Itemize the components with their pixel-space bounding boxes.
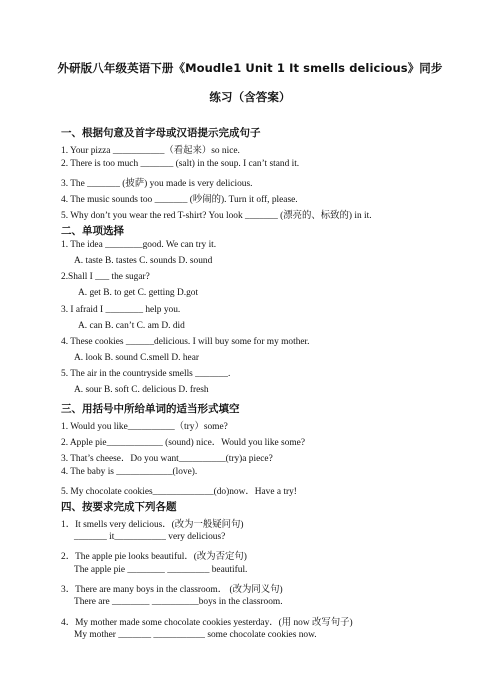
section3-item-4: 4. The baby is ____________(love). [61,467,198,477]
section2-q3-options: A. can B. can’t C. am D. did [78,321,185,331]
section1-item-3: 3. The _______ (披萨) you made is very delicious. [61,179,253,189]
section1-item-4: 4. The music sounds too _______ (吵闹的). Turn it off, please. [61,195,298,205]
section4-q1: 1．It smells very delicious．(改为一般疑问句) [61,520,244,530]
section4-q3: 3．There are many boys in the classroom． (改为同义句) [61,585,283,595]
section3-item-2: 2. Apple pie____________ (sound) nice．Would you like some? [61,438,305,448]
section1-item-1: 1. Your pizza ___________（看起来）so nice. [61,146,240,156]
section2-heading: 二、单项选择 [61,225,124,237]
section2-q3: 3. I afraid I ________ help you. [61,305,181,315]
section3-heading: 三、用括号中所给单词的适当形式填空 [61,403,240,415]
section1-item-5: 5. Why don’t you wear the red T-shirt? You look _______ (漂亮的、标致的) in it. [61,211,372,221]
section1-item-2: 2. There is too much _______ (salt) in the soup. I can’t stand it. [61,159,300,169]
section2-q4-options: A. look B. sound C.smell D. hear [74,353,199,363]
section2-q5: 5. The air in the countryside smells _______. [61,369,231,379]
section3-item-1: 1. Would you like__________（try）some? [61,422,228,432]
section2-q1-options: A. taste B. tastes C. sounds D. sound [74,256,213,266]
section2-q4: 4. These cookies ______delicious. I will buy some for my mother. [61,337,310,347]
section2-q5-options: A. sour B. soft C. delicious D. fresh [74,385,209,395]
section1-heading: 一、根据句意及首字母或汉语提示完成句子 [61,127,261,139]
section4-heading: 四、按要求完成下列各题 [61,501,177,513]
section3-item-5: 5. My chocolate cookies_____________(do)now．Have a try! [61,487,297,497]
section4-q4: 4．My mother made some chocolate cookies yesterday．(用 now 改写句子) [61,618,353,628]
section4-q4-answer-line: My mother _______ ___________ some chocolate cookies now. [74,630,317,640]
section2-q2: 2.Shall I ___ the sugar? [61,272,150,282]
section2-q1: 1. The idea ________good. We can try it. [61,240,217,250]
document-title-line2: 练习（含答案） [209,90,291,104]
section4-q2: 2．The apple pie looks beautiful．(改为否定句) [61,552,247,562]
section4-q3-answer-line: There are ________ __________boys in the classroom. [74,597,283,607]
section2-q2-options: A. get B. to get C. getting D.got [78,288,199,298]
document-title-line1: 外研版八年级英语下册《Moudle1 Unit 1 It smells delicious》同步 [57,61,443,75]
section3-item-3: 3. That’s cheese．Do you want__________(try)a piece? [61,454,273,464]
section4-q1-answer-line: _______ it___________ very delicious? [74,532,226,542]
section4-q2-answer-line: The apple pie ________ _________ beautiful. [74,565,248,575]
